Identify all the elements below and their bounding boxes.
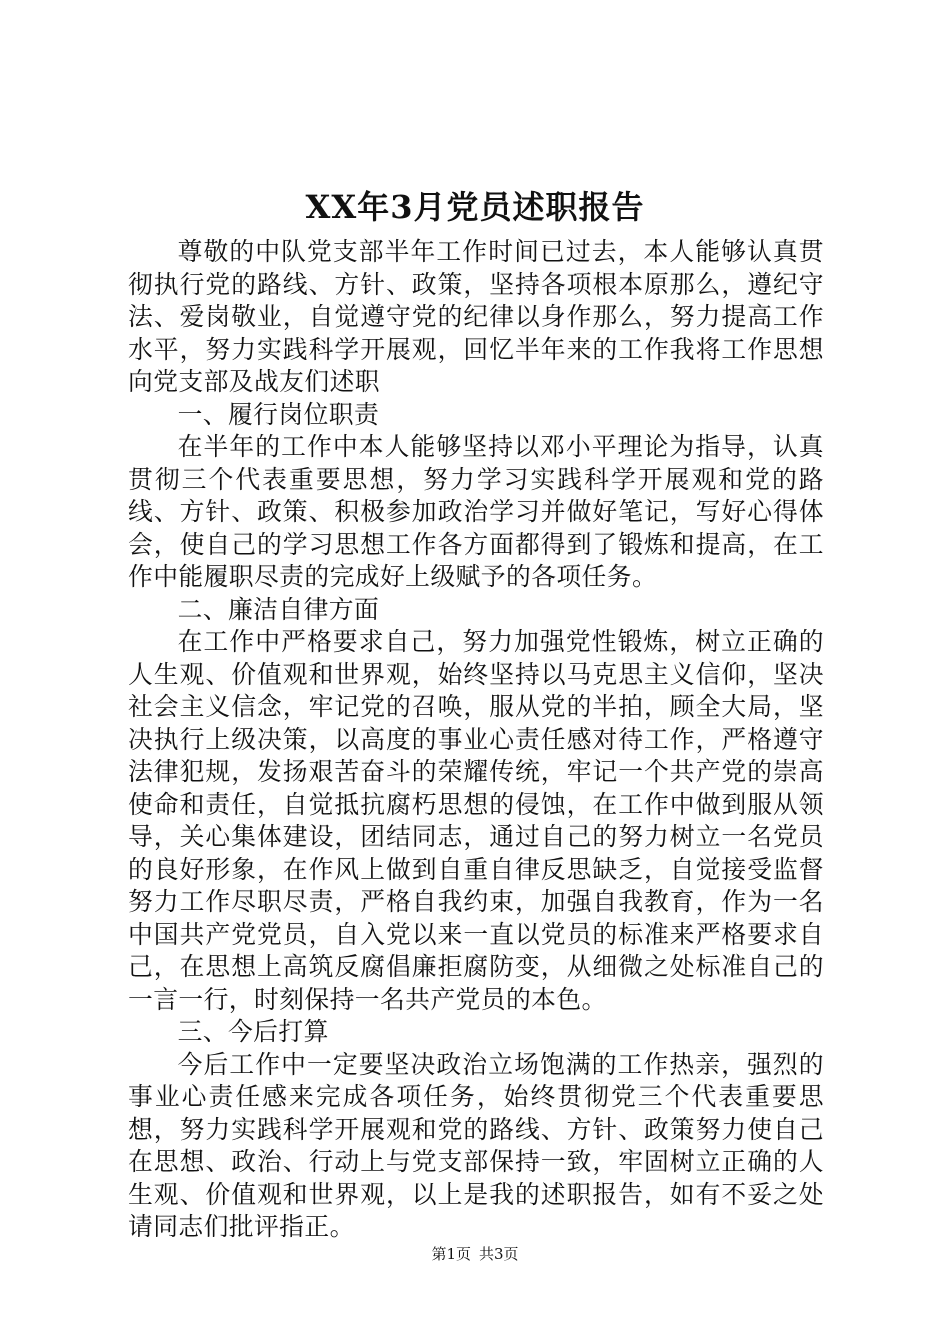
document-body: [128, 236, 824, 1244]
page-total: 共3页: [479, 1245, 519, 1263]
section-paragraph-2: 在工作中严格要求自己，努力加强党性锻炼，树立正确的人生观、价值观和世界观，始终坚持以马克思主义信仰，坚决社会主义信念，牢记党的召唤，服从党的半拍，顾全大局，坚决执行上级决策，以高度的事业心责任感对待工作，严格遵守法律犯规，发扬艰苦奋斗的荣耀传统，牢记一个共产党的崇高使命和责任，自觉抵抗腐朽思想的侵蚀，在工作中做到服从领导，关心集体建设，团结同志，通过自己的努力树立一名党员的良好形象，在作风上做到自重自律反思缺乏，自觉接受监督努力工作尽职尽责，严格自我约束，加强自我教育，作为一名中国共产党党员，自入党以来一直以党员的标准来严格要求自己，在思想上高筑反腐倡廉拒腐防变，从细微之处标准自己的一言一行，时刻保持一名共产党员的本色。: [128, 627, 824, 1014]
section-heading-2: 二、廉洁自律方面: [177, 594, 380, 624]
section-paragraph-1: 在半年的工作中本人能够坚持以邓小平理论为指导，认真贯彻三个代表重要思想，努力学习实践科学开展观和党的路线、方针、政策、积极参加政治学习并做好笔记，写好心得体会，使自己的学习思想工作各方面都得到了锻炼和提高，在工作中能履职尽责的完成好上级赋予的各项任务。: [128, 432, 824, 591]
section-heading-1: 一、履行岗位职责: [177, 399, 380, 429]
section-heading-3: 三、今后打算: [177, 1017, 329, 1046]
document-title: XX年3月党员述职报告: [305, 188, 645, 226]
page-number: 第1页: [431, 1245, 471, 1263]
intro-paragraph: 尊敬的中队党支部半年工作时间已过去，本人能够认真贯彻执行党的路线、方针、政策，坚持各项根本原那么，遵纪守法、爱岗敬业，自觉遵守党的纪律以身作那么，努力提高工作水平，努力实践科学开展观，回忆半年来的工作我将工作思想向党支部及战友们述职: [128, 237, 824, 396]
page-footer: [0, 1244, 950, 1264]
section-paragraph-3: 今后工作中一定要坚决政治立场饱满的工作热亲，强烈的事业心责任感来完成各项任务，始终贯彻党三个代表重要思想，努力实践科学开展观和党的路线、方针、政策努力使自己在思想、政治、行动上与党支部保持一致，牢固树立正确的人生观、价值观和世界观，以上是我的述职报告，如有不妥之处请同志们批评指正。: [128, 1049, 824, 1241]
